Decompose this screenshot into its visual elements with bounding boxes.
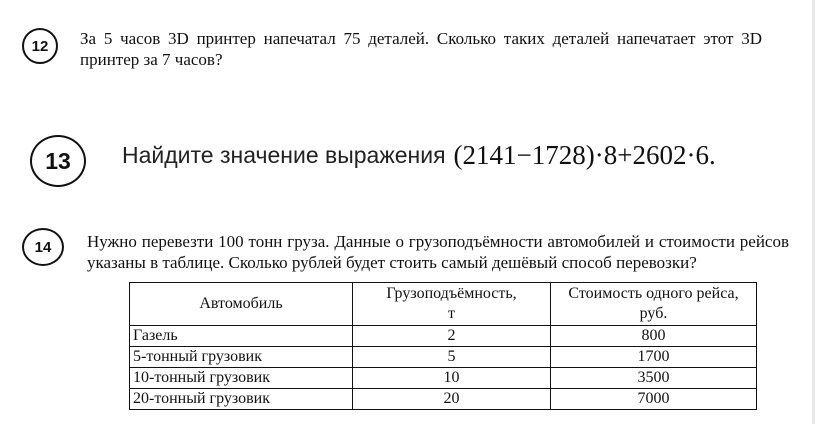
problem-13-label: Найдите значение выражения <box>122 142 446 168</box>
header-capacity <box>353 283 551 326</box>
problem-13-number-badge <box>30 135 86 187</box>
problem-12-text: За 5 часов 3D принтер напечатал 75 деталей. Сколько таких деталей напечатает этот 3D принтер за 7 часов? <box>80 29 762 69</box>
table-row <box>130 389 757 410</box>
header-car-label: Автомобиль <box>199 295 283 312</box>
cell-car: Газель <box>130 326 353 347</box>
problem-13-expression: (2141−1728)·8+2602·6. <box>453 140 716 170</box>
problem-14-number: 14 <box>34 238 52 256</box>
cell-capacity: 20 <box>353 389 551 410</box>
problem-14-number-badge <box>22 228 64 266</box>
problem-12-number: 12 <box>31 37 49 55</box>
cell-capacity: 5 <box>353 347 551 368</box>
table-row <box>130 326 757 347</box>
table-row <box>130 368 757 389</box>
cell-car: 20-тонный грузовик <box>130 389 353 410</box>
cell-capacity: 10 <box>353 368 551 389</box>
cell-capacity: 2 <box>353 326 551 347</box>
problem-13-number: 13 <box>45 147 71 174</box>
header-cost <box>551 283 757 326</box>
cell-cost: 3500 <box>551 368 757 389</box>
problem-14-text: Нужно перевезти 100 тонн груза. Данные о грузоподъёмности автомобилей и стоимости рейсов указаны в таблице. Сколько рублей будет стоить самый дешёвый способ перевозки? <box>87 232 789 272</box>
header-capacity-line1: Грузоподъёмность, <box>386 285 517 302</box>
cell-cost: 800 <box>551 326 757 347</box>
header-car <box>130 283 353 326</box>
problem-12-number-badge <box>22 28 58 64</box>
cell-car: 10-тонный грузовик <box>130 368 353 389</box>
table-row <box>130 347 757 368</box>
cell-car: 5-тонный грузовик <box>130 347 353 368</box>
table-header-row <box>130 283 757 326</box>
cell-cost: 1700 <box>551 347 757 368</box>
header-cost-line2: руб. <box>639 305 668 322</box>
problem-13-statement <box>122 140 716 171</box>
header-cost-line1: Стоимость одного рейса, <box>568 285 739 302</box>
cell-cost: 7000 <box>551 389 757 410</box>
cargo-table <box>129 282 757 410</box>
header-capacity-line2: т <box>448 305 455 322</box>
